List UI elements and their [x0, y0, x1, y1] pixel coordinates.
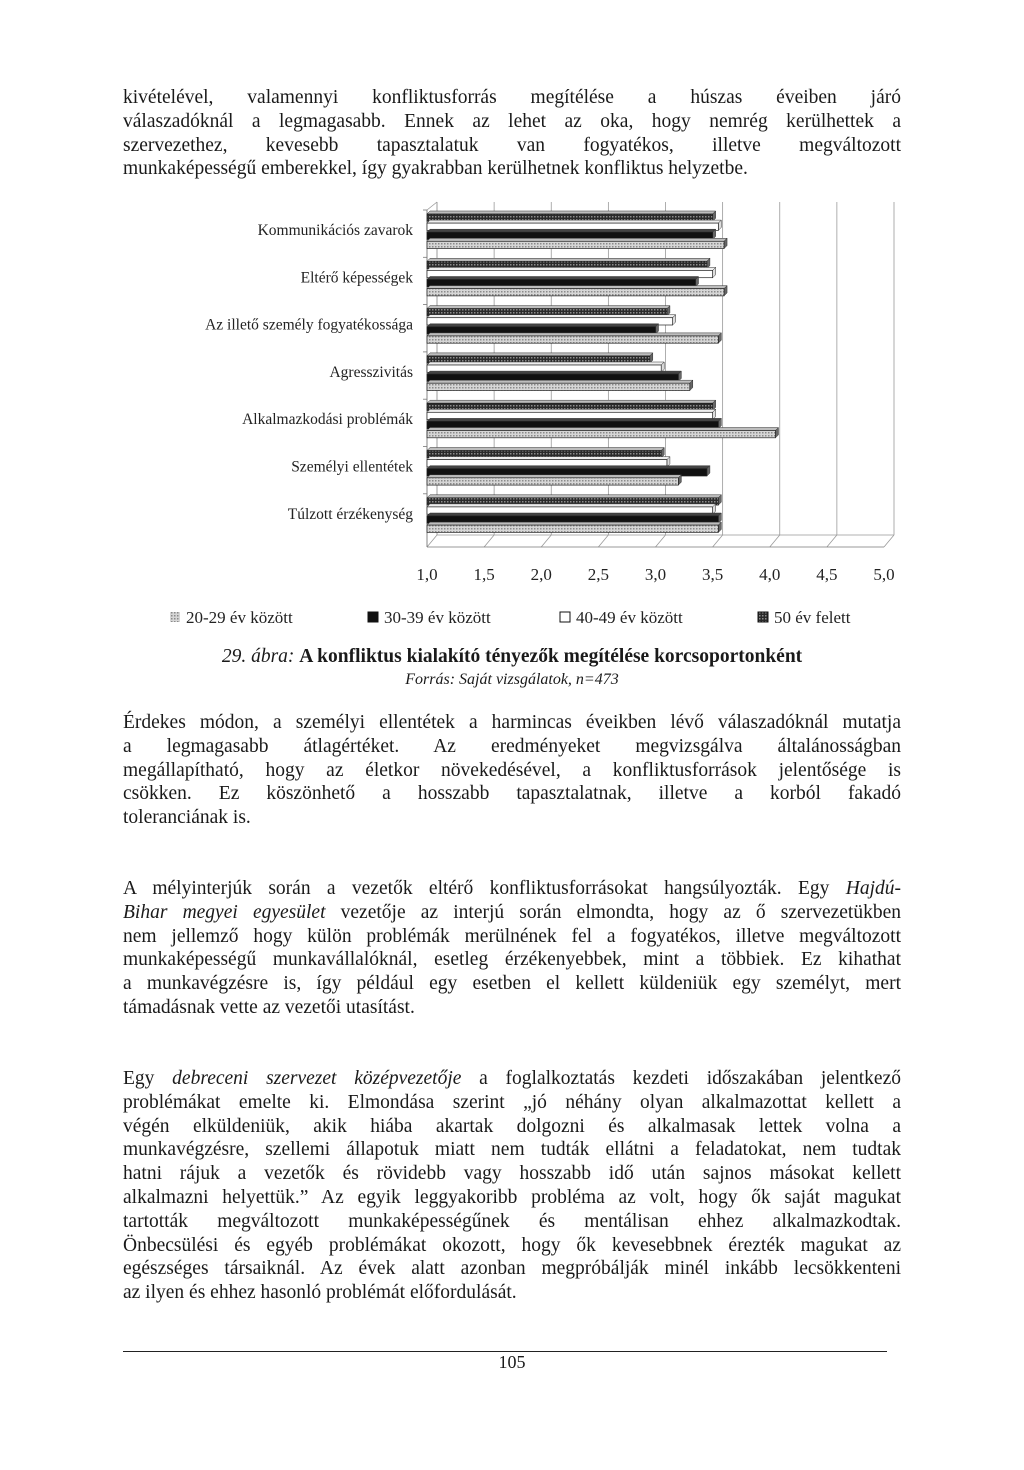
text-line: toleranciának is. — [123, 807, 251, 829]
text-run-italic: Hajdú- — [845, 878, 901, 899]
x-tick-label: 1,0 — [416, 565, 438, 584]
text-line: szervezethez, kevesebb tapasztalatuk van fogyatékos, illetve megváltozott — [123, 134, 901, 156]
bar — [427, 431, 775, 438]
text-line: hatni rájuk a vezetők és rövidebb vagy hosszabb idő után sajnos másokat kellett — [123, 1163, 901, 1185]
bar-top-face — [427, 448, 664, 451]
figure-title: A konfliktus kialakító tényezők megítélése korcsoportonként — [299, 646, 803, 667]
category-label: Túlzott érzékenység — [287, 505, 413, 523]
bar-top-face — [427, 428, 778, 431]
text-line: munkaképességű munkavállalóknál, esetleg érzékenyebbek, mint a többiek. Ez kihathat — [123, 949, 901, 971]
legend-label: 20-29 év között — [186, 608, 293, 627]
figure-number: 29. — [221, 646, 247, 667]
legend-swatch — [560, 612, 570, 622]
gridline — [713, 535, 723, 547]
legend-label: 50 év felett — [774, 608, 851, 627]
text-run-italic: debreceni szervezet középvezetője — [172, 1068, 462, 1089]
text-line: kivételével, valamennyi konfliktusforrás megítélése a húszas éveiben járó — [123, 87, 901, 108]
text-line: megállapítható, hogy az életkor növekedésével, a konfliktusforrások jelentősége is — [123, 759, 901, 781]
bar-top-face — [427, 353, 653, 356]
category-label: Személyi ellentétek — [291, 458, 413, 476]
x-tick-label: 5,0 — [873, 565, 895, 584]
bar-top-face — [427, 267, 716, 270]
gridline — [541, 535, 551, 547]
text-line: támadásnak vette az vezetői utasítást. — [123, 996, 415, 1018]
legend-label: 40-49 év között — [576, 608, 683, 627]
legend-swatch — [368, 612, 378, 622]
text-line: az ilyen és ehhez hasonló problémát előfordulását. — [123, 1282, 517, 1304]
text-run: Egy — [123, 1068, 173, 1089]
legend-swatch — [170, 612, 180, 622]
bar-top-face — [427, 362, 664, 365]
text-line: tartották megváltozott munkaképességűnek és mentálisan ehhez alkalmazkodtak. — [123, 1210, 901, 1232]
bar-top-face — [427, 220, 721, 223]
bar-top-face — [427, 333, 721, 336]
bar — [427, 383, 690, 390]
figure-label: ábra: — [251, 646, 295, 667]
x-tick-label: 4,0 — [759, 565, 781, 584]
bar — [427, 525, 718, 532]
text-line: válaszadóknál a legmagasabb. Ennek az lehet az oka, hogy nemrég kerülhettek a — [123, 110, 901, 132]
bar — [427, 336, 718, 343]
x-tick-label: 3,0 — [644, 565, 667, 584]
category-label: Eltérő képességek — [300, 269, 413, 287]
gridline — [827, 535, 837, 547]
category-label: Kommunikációs zavarok — [257, 222, 413, 239]
paragraph-interviews — [123, 877, 901, 1020]
gridline — [427, 535, 437, 547]
text-line: alkalmazni helyettük.” Az egyik leggyakoribb probléma az volt, hogy ők saját magukat — [123, 1186, 901, 1208]
bar-top-face — [427, 286, 727, 289]
page-number: 105 — [498, 1352, 526, 1372]
bar-top-face — [427, 418, 721, 421]
text-run: A mélyinterjúk során a vezetők eltérő konfliktusforrásokat hangsúlyozták. Egy — [123, 878, 846, 899]
bar-top-face — [427, 513, 721, 516]
legend-label: 30-39 év között — [384, 608, 491, 627]
paragraph-debrecen — [123, 1067, 901, 1305]
x-tick-label: 3,5 — [702, 565, 724, 584]
bar-top-face — [427, 306, 670, 309]
bar-top-face — [427, 495, 721, 498]
gridline — [656, 535, 666, 547]
bar-top-face — [427, 400, 716, 403]
gridline — [884, 535, 894, 547]
category-label: Az illető személy fogyatékossága — [205, 316, 413, 334]
bar — [427, 478, 678, 485]
legend-swatch — [758, 612, 768, 622]
text-line: munkaképességű emberekkel, így gyakrabban kerülhetnek konfliktus helyzetbe. — [123, 158, 748, 180]
text-run: a foglalkoztatás kezdeti időszakában jelentkező — [461, 1068, 901, 1089]
bar-top-face — [427, 315, 676, 318]
category-label: Alkalmazkodási problémák — [242, 411, 413, 429]
bar — [427, 241, 724, 248]
text-run-italic: Bihar megyei egyesület — [123, 901, 326, 923]
x-tick-label: 2,5 — [587, 565, 609, 584]
gridline — [598, 535, 608, 547]
paragraph-findings — [123, 711, 901, 830]
bar — [427, 289, 724, 296]
bar-top-face — [427, 277, 698, 280]
text-line: a munkavégzésre is, így például egy esetben el kellett küldeniük egy személyt, mert — [123, 973, 901, 995]
gridline — [770, 535, 780, 547]
bar-top-face — [427, 380, 693, 383]
text-line: végén elküldeniük, akik hiába akartak dolgozni és alkalmasak lettek volna a — [123, 1115, 901, 1137]
paragraph-intro — [123, 86, 901, 181]
x-tick-label: 4,5 — [816, 565, 838, 584]
text-line: Érdekes módon, a személyi ellentétek a harmincas éveikben lévő válaszadóknál mutatja — [123, 712, 901, 733]
text-line: Önbecsülési és egyéb problémákat okozott, hogy ők kevesebbnek érezték magukat az — [123, 1234, 901, 1256]
text-line: csökken. Ez köszönhető a hosszabb tapasztalatnak, illetve a korból fakadó — [123, 783, 901, 805]
bar-top-face — [427, 475, 681, 478]
text-line: egészséges társaiknál. Az évek alatt azonban megpróbálják minél inkább lecsökkenteni — [123, 1258, 901, 1280]
bar-top-face — [427, 522, 721, 525]
text-line: munkavégzésre, szellemi állapotuk miatt nem tudták ellátni a feladatokat, nem tudtak — [123, 1139, 901, 1161]
x-tick-label: 2,0 — [530, 565, 552, 584]
bar-top-face — [427, 229, 716, 232]
bar-top-face — [427, 504, 716, 507]
bar-top-face — [427, 409, 716, 412]
gridline — [484, 535, 494, 547]
bar-top-face — [427, 371, 681, 374]
bar-top-face — [427, 238, 727, 241]
bar-chart — [0, 190, 1024, 640]
x-tick-label: 1,5 — [473, 565, 495, 584]
side-wall-top — [427, 202, 437, 210]
figure-caption — [0, 646, 1024, 668]
bar-top-face — [427, 324, 659, 327]
text-line: a legmagasabb átlagértéket. Az eredményeket megvizsgálva általánosságban — [123, 735, 901, 757]
text-line: problémákat emelte ki. Elmondása szerint „jó néhány olyan alkalmazottat kellett a — [123, 1091, 901, 1113]
text-line: nem jellemző hogy külön problémák merülnének fel a fogyatékos, illetve megváltozott — [123, 925, 901, 947]
category-label: Agresszivitás — [329, 363, 413, 381]
figure-source: Forrás: Saját vizsgálatok, n=473 — [405, 671, 619, 688]
text-run: vezetője az interjú során elmondta, hogy az ő szervezetükben — [325, 901, 901, 923]
bar-top-face — [427, 466, 710, 469]
bar-top-face — [427, 258, 710, 261]
bar-top-face — [427, 211, 716, 214]
bar-top-face — [427, 457, 670, 460]
